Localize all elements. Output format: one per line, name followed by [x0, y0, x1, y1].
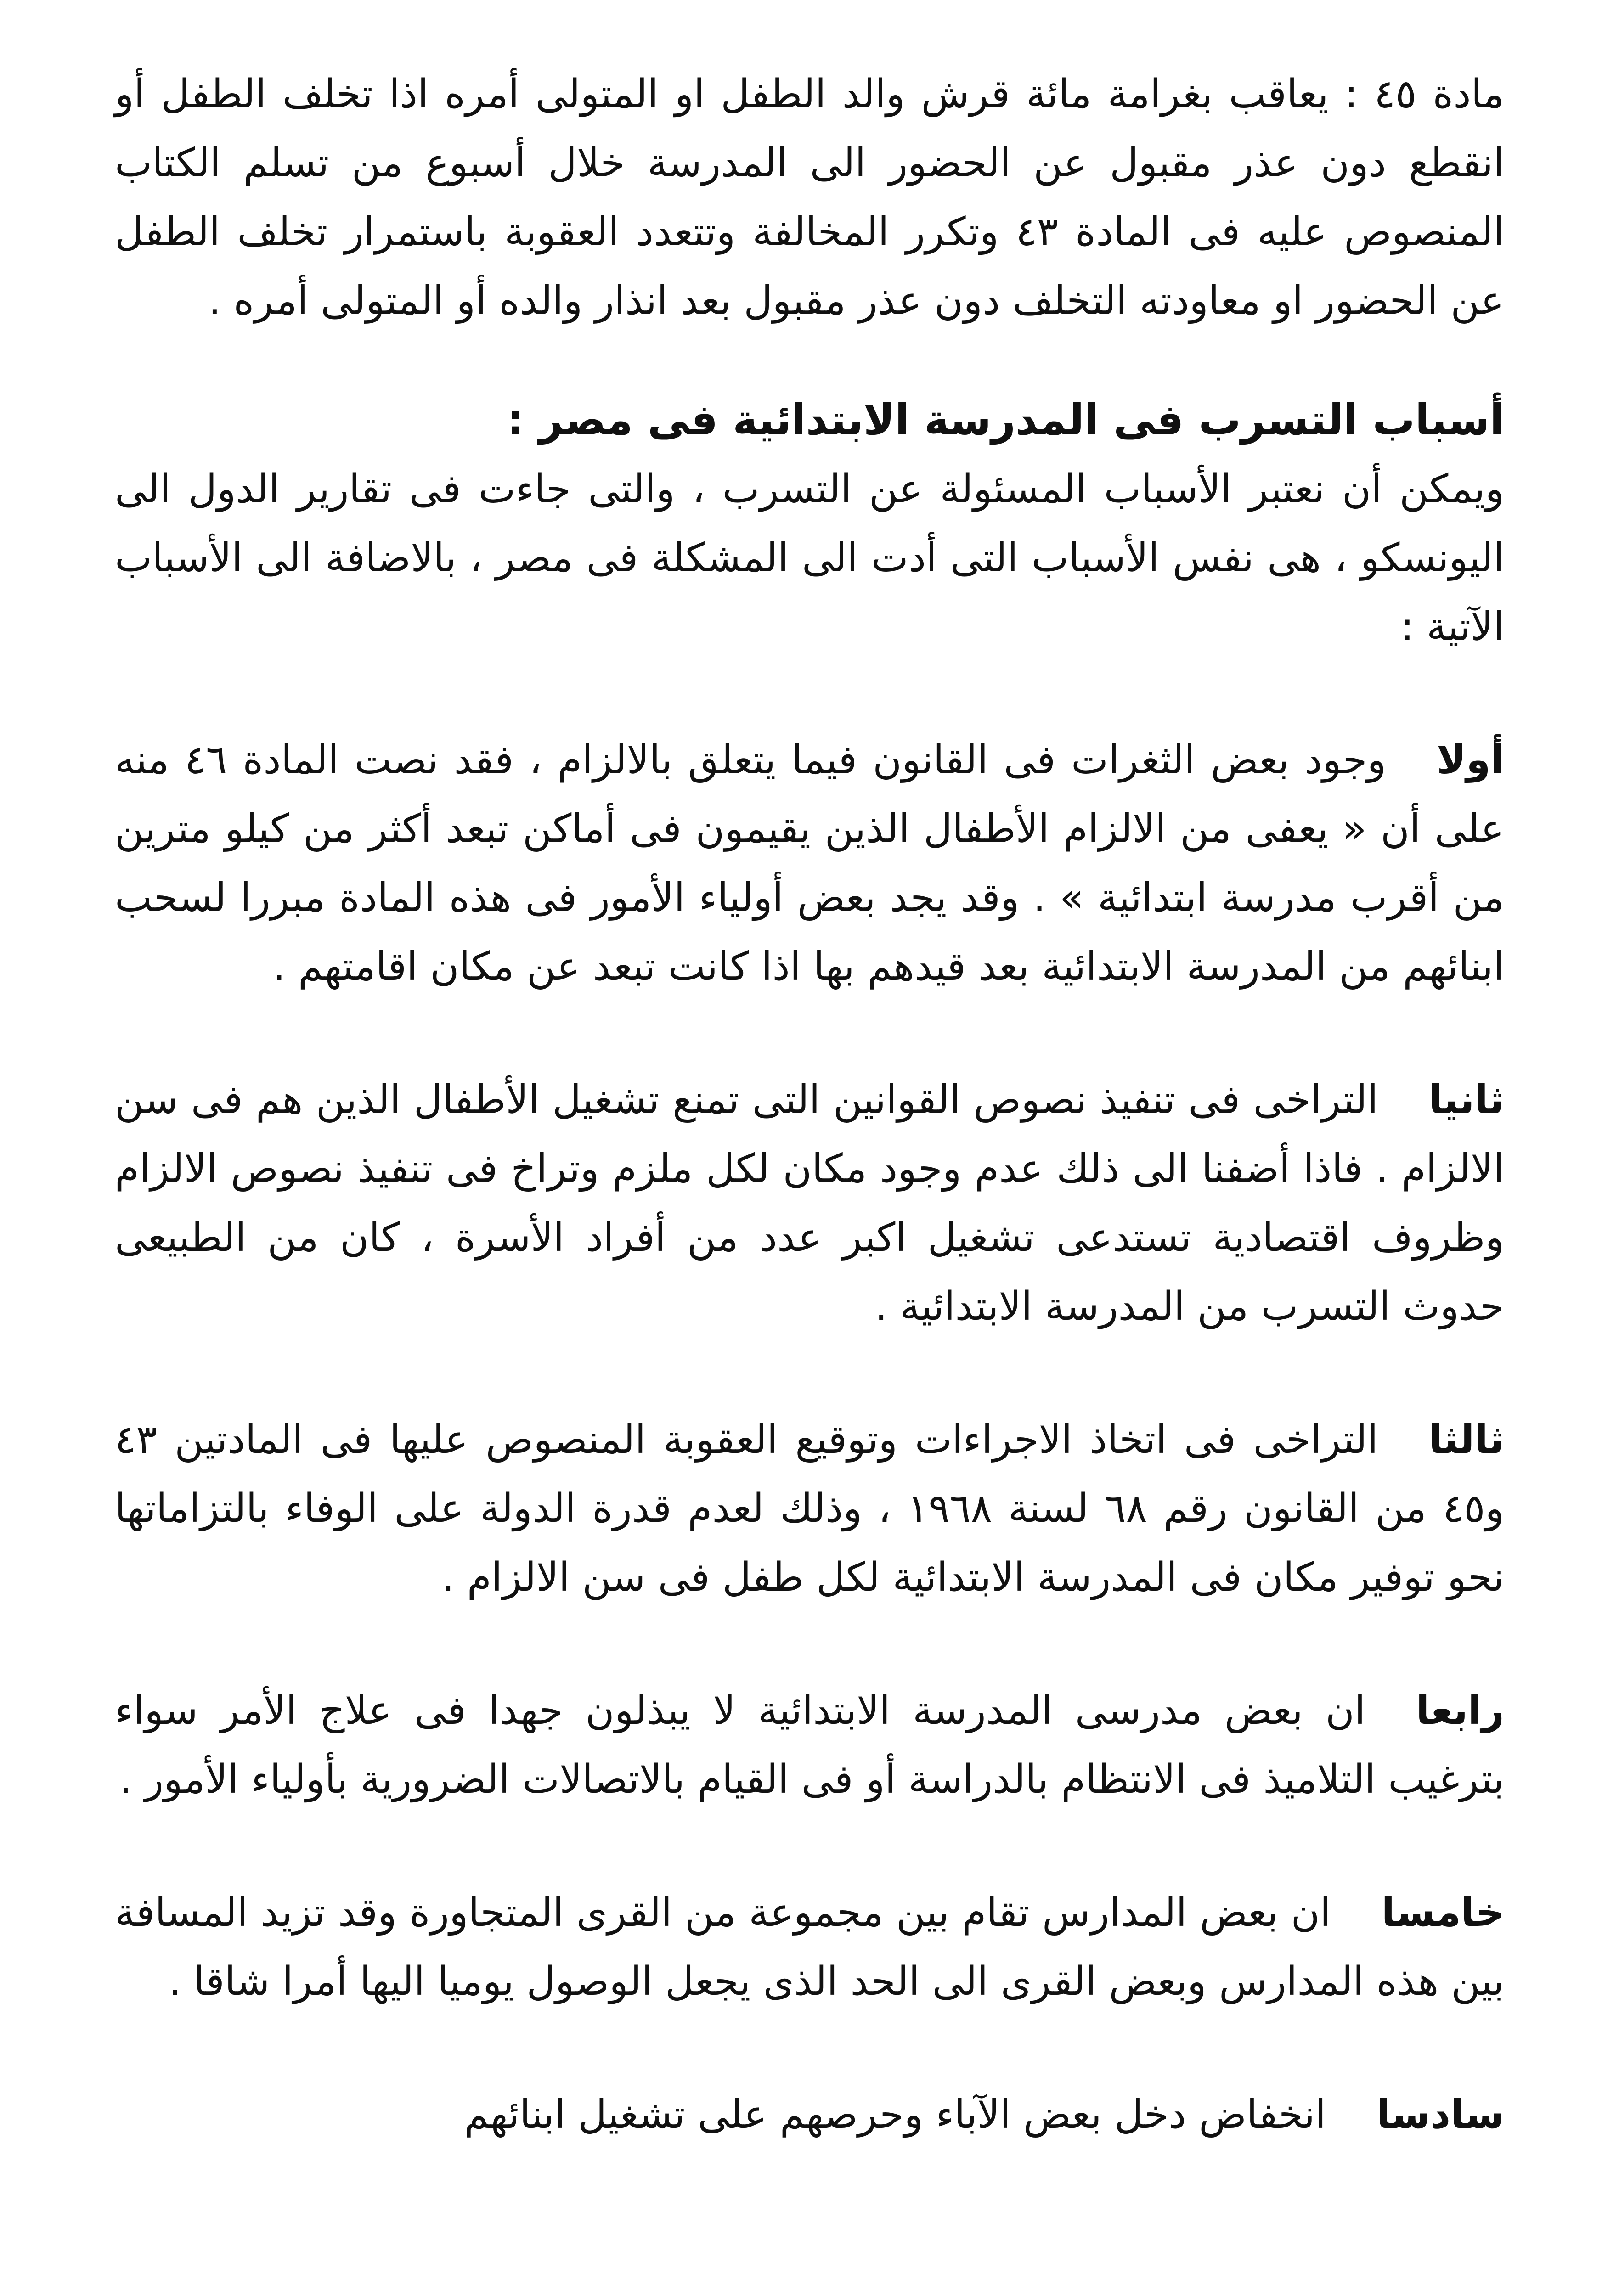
cause-label-second: ثانيا — [1428, 1077, 1504, 1123]
cause-text-sixth: انخفاض دخل بعض الآباء وحرصهم على تشغيل ابنائهم — [464, 2092, 1326, 2138]
paragraph-intro-causes: ويمكن أن نعتبر الأسباب المسئولة عن التسرب ، والتى جاءت فى تقارير الدول الى اليونسكو ، هى نفس الأسباب التى أدت الى المشكلة فى مصر ، بالاضافة الى الأسباب الآتية : — [115, 466, 1504, 650]
cause-label-fifth: خامسا — [1381, 1890, 1504, 1936]
paragraph-cause-fifth — [115, 1878, 1504, 2016]
cause-text-fifth: ان بعض المدارس تقام بين مجموعة من القرى المتجاورة وقد تزيد المسافة بين هذه المدارس وبعض القرى الى الحد الذى يجعل الوصول يوميا اليها أمرا شاقا . — [115, 1890, 1504, 2004]
cause-label-sixth: سادسا — [1376, 2092, 1504, 2138]
cause-text-fourth: ان بعض مدرسى المدرسة الابتدائية لا يبذلون جهدا فى علاج الأمر سواء بترغيب التلاميذ فى الانتظام بالدراسة أو فى القيام بالاتصالات الضرورية بأولياء الأمور . — [115, 1688, 1504, 1802]
paragraph-cause-second — [115, 1065, 1504, 1341]
document-page — [115, 60, 1504, 2296]
cause-label-fourth: رابعا — [1416, 1688, 1504, 1733]
paragraph-cause-third — [115, 1405, 1504, 1612]
cause-label-first: أولا — [1437, 737, 1504, 783]
section-heading: أسباب التسرب فى المدرسة الابتدائية فى مصر : — [507, 395, 1504, 445]
paragraph-cause-first — [115, 726, 1504, 1001]
cause-text-first: وجود بعض الثغرات فى القانون فيما يتعلق بالالزام ، فقد نصت المادة ٤٦ منه على أن « يعفى من الالزام الأطفال الذين يقيمون فى أماكن تبعد أكثر من كيلو مترين من أقرب مدرسة ابتدائية » . وقد يجد بعض أولياء الأمور فى هذه المادة مبررا لسحب ابنائهم من المدرسة الابتدائية بعد قيدهم بها اذا كانت تبعد عن مكان اقامتهم . — [115, 737, 1504, 990]
paragraph-cause-fourth — [115, 1676, 1504, 1814]
cause-text-second: التراخى فى تنفيذ نصوص القوانين التى تمنع تشغيل الأطفال الذين هم فى سن الالزام . فاذا أضفنا الى ذلك عدم وجود مكان لكل ملزم وتراخ فى تنفيذ نصوص الالزام وظروف اقتصادية تستدعى تشغيل اكبر عدد من أفراد الأسرة ، كان من الطبيعى حدوث التسرب من المدرسة الابتدائية . — [115, 1077, 1504, 1329]
cause-label-third: ثالثا — [1428, 1417, 1504, 1463]
paragraph-article-45: مادة ٤٥ : يعاقب بغرامة مائة قرش والد الطفل او المتولى أمره اذا تخلف الطفل أو انقطع دون عذر مقبول عن الحضور الى المدرسة خلال أسبوع من تسلم الكتاب المنصوص عليه فى المادة ٤٣ وتكرر المخالفة وتتعدد العقوبة باستمرار تخلف الطفل عن الحضور او معاودته التخلف دون عذر مقبول بعد انذار والده أو المتولى أمره . — [115, 71, 1504, 324]
paragraph-cause-sixth — [115, 2080, 1504, 2149]
cause-text-third: التراخى فى اتخاذ الاجراءات وتوقيع العقوبة المنصوص عليها فى المادتين ٤٣ و٤٥ من القانون رقم ٦٨ لسنة ١٩٦٨ ، وذلك لعدم قدرة الدولة على الوفاء بالتزاماتها نحو توفير مكان فى المدرسة الابتدائية لكل طفل فى سن الالزام . — [115, 1417, 1505, 1600]
